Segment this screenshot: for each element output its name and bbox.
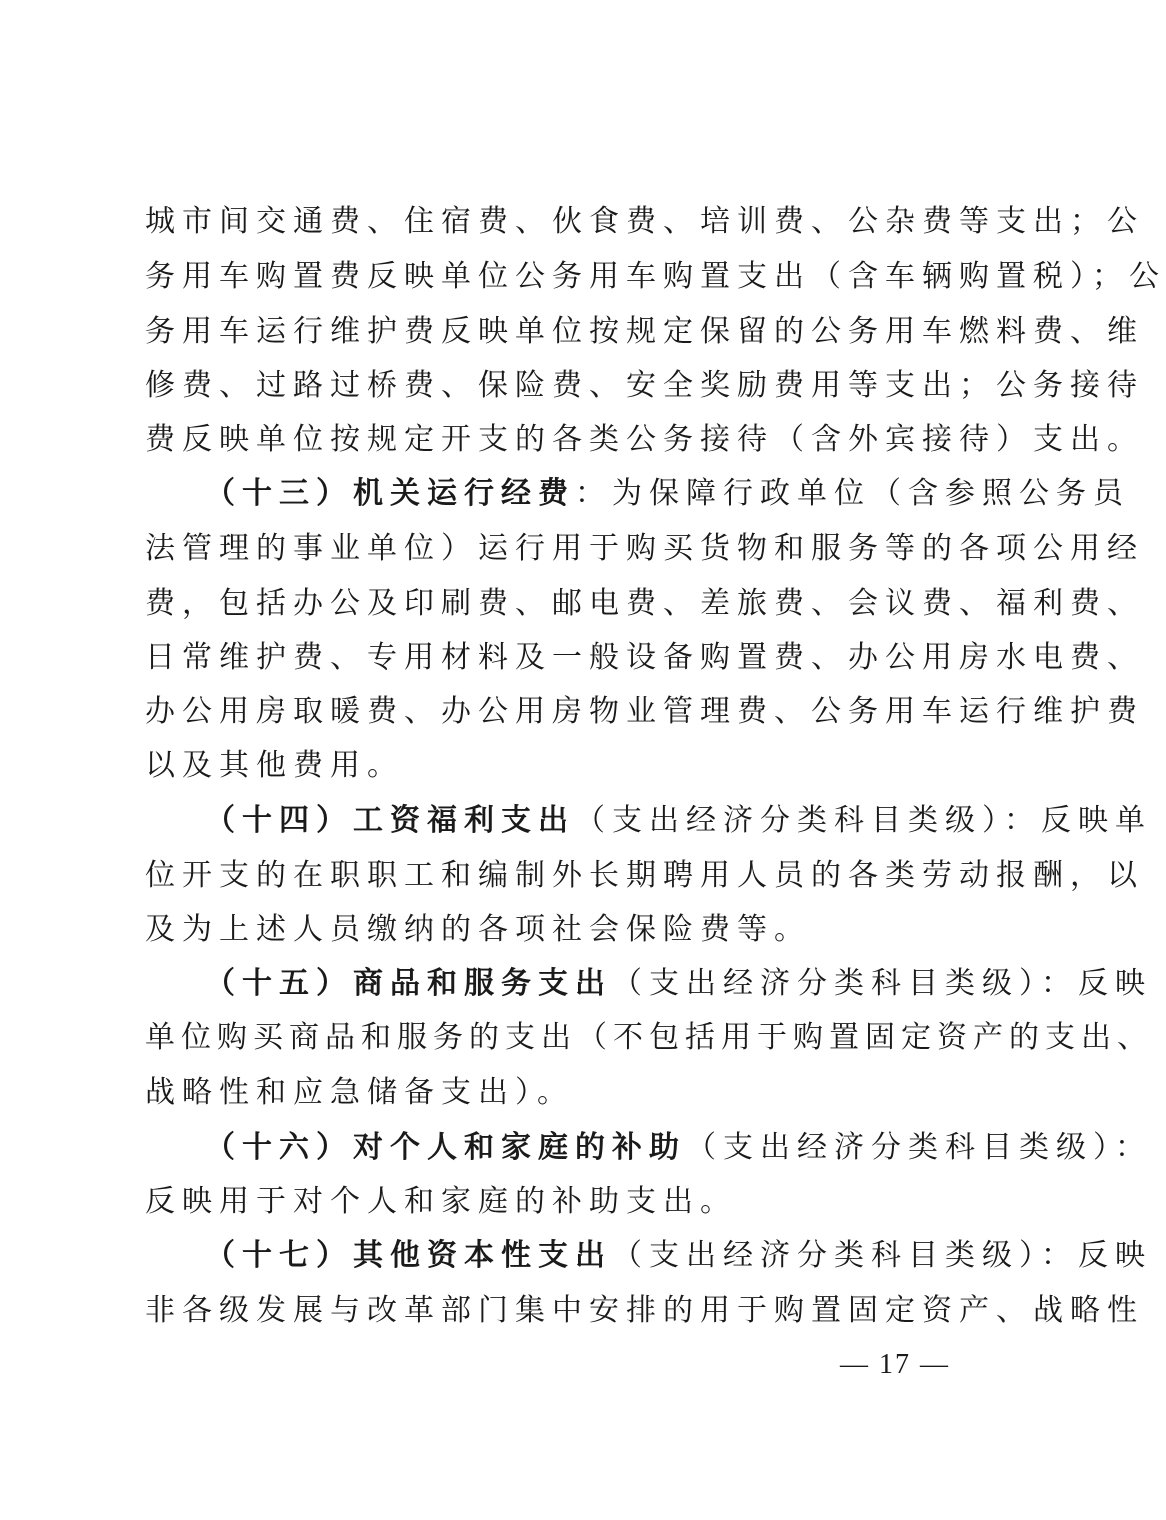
text-line (145, 305, 1144, 359)
section-heading: （十五）商品和服务支出 (205, 966, 612, 1001)
text-segment: 以及其他费用。 (145, 748, 404, 783)
text-segment: 费，包括办公及印刷费、邮电费、差旅费、会议费、福利费、 (145, 586, 1144, 621)
text-segment: 非各级发展与改革部门集中安排的用于购置固定资产、战略性 (145, 1293, 1144, 1328)
text-segment: （支出经济分类科目类级）：反映 (612, 1238, 1152, 1273)
text-line (145, 522, 1144, 576)
text-segment: （支出经济分类科目类级）：反映单 (575, 803, 1152, 838)
text-line (145, 195, 1144, 249)
section-heading: （十六）对个人和家庭的补助 (205, 1130, 686, 1165)
text-segment: 费反映单位按规定开支的各类公务接待（含外宾接待）支出。 (145, 422, 1144, 457)
text-segment: 城市间交通费、住宿费、伙食费、培训费、公杂费等支出；公 (145, 204, 1144, 239)
text-line (145, 250, 1166, 304)
text-line (145, 685, 1144, 739)
text-line (145, 359, 1144, 413)
text-line (145, 1175, 945, 1229)
page-number: — 17 — (840, 1349, 950, 1380)
paragraph-heading-line (205, 1121, 1152, 1175)
section-heading: （十三）机关运行经费 (205, 476, 575, 511)
text-line (145, 413, 1144, 467)
text-segment: 及为上述人员缴纳的各项社会保险费等。 (145, 912, 811, 947)
section-heading: （十四）工资福利支出 (205, 803, 575, 838)
text-segment: （支出经济分类科目类级）： (686, 1130, 1152, 1165)
text-segment: 战略性和应急储备支出）。 (145, 1075, 574, 1110)
text-segment: ：为保障行政单位（含参照公务员 (575, 476, 1130, 511)
text-segment: 法管理的事业单位）运行用于购买货物和服务等的各项公用经 (145, 531, 1144, 566)
text-segment: 办公用房取暖费、办公用房物业管理费、公务用车运行维护费 (145, 694, 1144, 729)
text-segment: 修费、过路过桥费、保险费、安全奖励费用等支出；公务接待 (145, 368, 1144, 403)
text-segment: 单位购买商品和服务的支出（不包括用于购置固定资产的支出、 (145, 1020, 1153, 1055)
text-line (145, 1011, 1153, 1065)
text-segment: 位开支的在职职工和编制外长期聘用人员的各类劳动报酬，以 (145, 858, 1144, 893)
text-line (145, 849, 1144, 903)
text-segment: 务用车运行维护费反映单位按规定保留的公务用车燃料费、维 (145, 314, 1144, 349)
paragraph-heading-line (205, 794, 1152, 848)
paragraph-heading-line (205, 467, 1130, 521)
text-segment: 务用车购置费反映单位公务用车购置支出（含车辆购置税）；公 (145, 259, 1166, 294)
text-line (145, 1284, 1144, 1338)
text-segment: 日常维护费、专用材料及一般设备购置费、办公用房水电费、 (145, 640, 1144, 675)
text-line (145, 631, 1144, 685)
text-line (145, 739, 945, 793)
text-line (145, 577, 1144, 631)
section-heading: （十七）其他资本性支出 (205, 1238, 612, 1273)
paragraph-heading-line (205, 1229, 1152, 1283)
text-segment: （支出经济分类科目类级）：反映 (612, 966, 1152, 1001)
text-line (145, 1066, 945, 1120)
text-line (145, 903, 945, 957)
paragraph-heading-line (205, 957, 1152, 1011)
text-segment: 反映用于对个人和家庭的补助支出。 (145, 1184, 737, 1219)
